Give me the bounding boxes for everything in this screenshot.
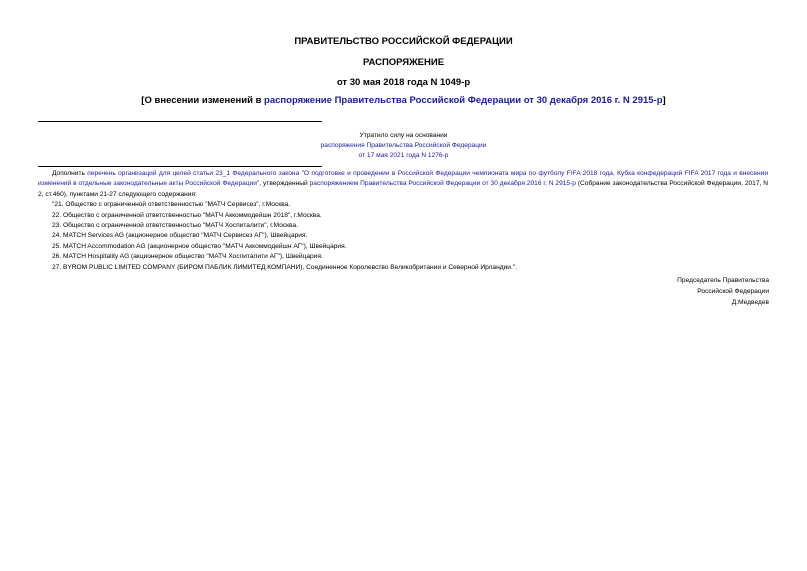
title-amended-order-link[interactable]: распоряжение Правительства Российской Федерации от 30 декабря 2016 г. N 2915-р [264, 95, 663, 106]
list-item: "21. Общество с ограниченной ответственностью "МАТЧ Сервисез", г.Москва. [52, 201, 291, 209]
separator-top [38, 121, 322, 122]
repealing-order-link[interactable]: распоряжения Правительства Российской Федерации [320, 142, 487, 149]
document-body [38, 169, 768, 273]
organizations-list-link[interactable]: перечень организаций для целей статьи 23_1 Федерального закона "О подготовке и проведении в Российской Федерации чемпионата мира по футболу FIFA 2018 года, Кубка конфедераций FIFA 2017 года и внесении изменений в отдельные законодательные акты Российской Федерации" [38, 170, 768, 188]
list-item: 26. MATCH Hospitality AG (акционерное общество "МАТЧ Хоспиталити АГ"), Швейцария. [52, 253, 323, 261]
government-heading: ПРАВИТЕЛЬСТВО РОССИЙСКОЙ ФЕДЕРАЦИИ [294, 36, 513, 47]
document-type-heading: РАСПОРЯЖЕНИЕ [362, 57, 445, 68]
separator-bottom [38, 166, 322, 167]
list-item: 24. MATCH Services AG (акционерное общество "МАТЧ Сервисез АГ"), Швейцария. [52, 232, 308, 240]
para-text-c: (Собрание законодательства Российской Федерации, 2017, N 2, ст.460), пунктами 21-27 следующего содержания: [38, 180, 768, 198]
status-note-line1: Утратило силу на основании [359, 132, 448, 139]
main-paragraph [38, 169, 768, 200]
signature-position: Председатель Правительства [677, 277, 769, 284]
government-order-link[interactable]: распоряжением Правительства Российской Федерации от 30 декабря 2016 г. N 2915-р [309, 180, 576, 188]
para-text-a: Дополнить [52, 170, 88, 177]
document-title [0, 95, 807, 106]
signature-block [677, 275, 769, 308]
title-close: ] [662, 95, 666, 106]
repealing-order-date-link[interactable]: от 17 мая 2021 года N 1276-р [358, 152, 449, 159]
document-date-number: от 30 мая 2018 года N 1049-р [336, 77, 471, 88]
list-item: 23. Общество с ограниченной ответственностью "МАТЧ Хоспиталити", г.Москва. [52, 222, 298, 230]
title-open: [О внесении изменений в [141, 95, 265, 106]
status-note [0, 131, 807, 161]
para-text-b: , утвержденный [259, 180, 310, 188]
list-item: 27. BYROM PUBLIC LIMITED COMPANY (БИРОМ ПАБЛИК ЛИМИТЕД КОМПАНИ), Соединенное Королевство Великобритании и Северной Ирландии.". [52, 263, 517, 271]
list-item: 25. MATCH Accommodation AG (акционерное общество "МАТЧ Аккоммодейшн АГ"), Швейцария. [52, 242, 347, 250]
signature-name: Д.Медведев [731, 299, 769, 306]
signature-organization: Российской Федерации [697, 288, 769, 295]
list-item: 22. Общество с ограниченной ответственностью "МАТЧ Аккоммодейшн 2018", г.Москва. [52, 211, 322, 219]
